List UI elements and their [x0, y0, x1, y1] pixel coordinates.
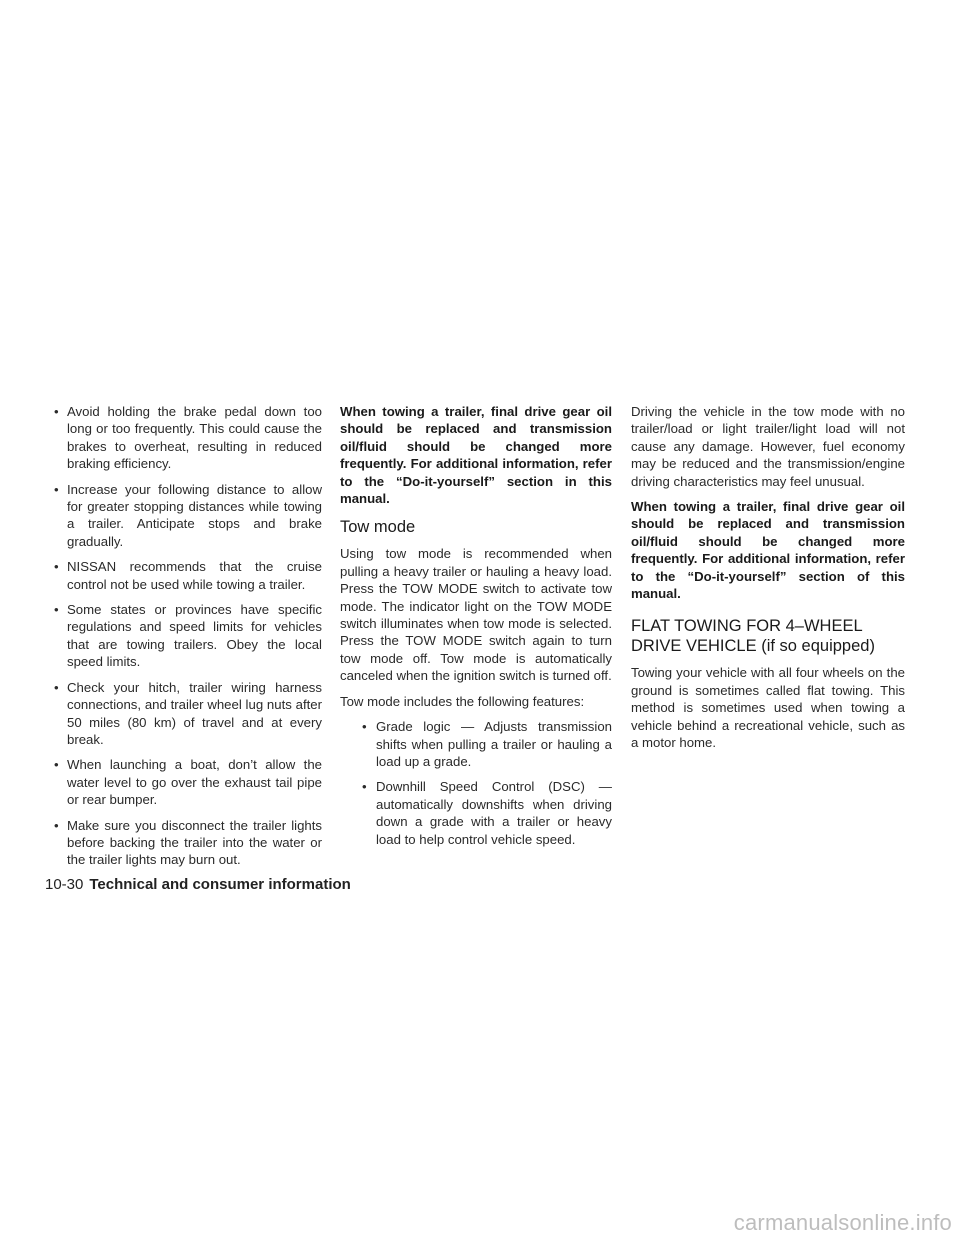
tow-mode-note: Driving the vehicle in the tow mode with no trailer/load or light trailer/light load will not cause any damage. However, fuel economy may be reduced and the transmission/engine driving characteristics may feel unusual. [631, 404, 905, 489]
page-footer [45, 876, 351, 893]
maintenance-warning: When towing a trailer, final drive gear oil should be replaced and transmission oil/fluid should be changed more frequently. For additional information, refer to the “Do-it-yourself” section in this manual. [340, 404, 612, 507]
flat-towing-description: Towing your vehicle with all four wheels on the ground is sometimes called flat towing. This method is sometimes used when towing a vehicle behind a recreational vehicle, such as a motor home. [631, 665, 905, 751]
list-item: • Make sure you disconnect the trailer lights before backing the trailer into the water or the trailer lights may burn out. [50, 817, 322, 869]
section-heading-flat-towing: FLAT TOWING FOR 4–WHEEL DRIVE VEHICLE (if so equipped) [631, 617, 875, 656]
features-list [340, 718, 612, 848]
maintenance-warning: When towing a trailer, final drive gear oil should be replaced and transmission oil/fluid should be changed more frequently. For additional information, refer to the “Do-it-yourself” section of this manual. [631, 499, 905, 602]
list-item: • When launching a boat, don’t allow the water level to go over the exhaust tail pipe or rear bumper. [50, 756, 322, 808]
column-left [50, 403, 322, 877]
features-intro: Tow mode includes the following features: [340, 693, 585, 709]
list-item: • Avoid holding the brake pedal down too long or too frequently. This could cause the brakes to overheat, resulting in reduced braking efficiency. [50, 403, 322, 473]
column-middle [340, 403, 612, 856]
tow-mode-description: Using tow mode is recommended when pulling a heavy trailer or hauling a heavy load. Press the TOW MODE switch to activate tow mode. The indicator light on the TOW MODE switch illuminates when tow mode is selected. Press the TOW MODE switch again to turn tow mode off. Tow mode is automatically canceled when the ignition switch is turned off. [340, 546, 612, 684]
list-item: • Check your hitch, trailer wiring harness connections, and trailer wheel lug nuts after 50 miles (80 km) of travel and at every break. [50, 679, 322, 749]
section-title: Technical and consumer information [89, 876, 351, 893]
page-number: 10-30 [45, 876, 84, 893]
list-item: • Some states or provinces have specific regulations and speed limits for vehicles that are towing trailers. Obey the local speed limits. [50, 601, 322, 671]
list-item: • Downhill Speed Control (DSC) — automatically downshifts when driving down a grade with a trailer or heavy load to help control vehicle speed. [340, 778, 612, 848]
list-item: • Grade logic — Adjusts transmission shifts when pulling a trailer or hauling a load up a grade. [340, 718, 612, 770]
section-heading-tow-mode: Tow mode [340, 518, 416, 537]
list-item: • NISSAN recommends that the cruise control not be used while towing a trailer. [50, 558, 322, 593]
list-item: • Increase your following distance to allow for greater stopping distances while towing a trailer. Anticipate stops and brake gradually. [50, 481, 322, 551]
towing-tips-list [50, 403, 322, 869]
column-right [631, 403, 905, 760]
watermark: carmanualsonline.info [733, 1210, 952, 1235]
